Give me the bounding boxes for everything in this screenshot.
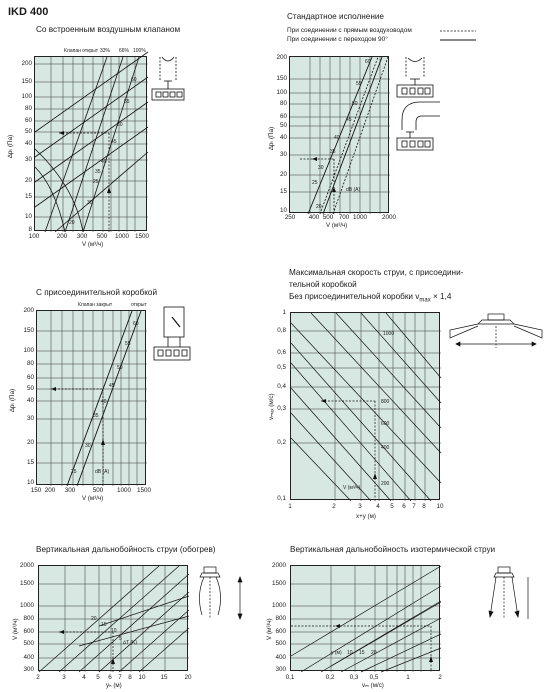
p2-ytick: 15 — [279, 188, 287, 195]
p2-ytick: 30 — [279, 151, 287, 158]
p4-ytick: 0,5 — [277, 364, 286, 371]
p6-xtick: 1 — [406, 674, 410, 681]
p4-ytick: 0,2 — [277, 439, 286, 446]
diffuser-bend-duct-icon — [394, 100, 442, 155]
p5-xtick: 6 — [108, 674, 112, 681]
p2-ylabel: ∆pₜ (Па) — [268, 126, 275, 150]
p1-ytick: 20 — [24, 177, 32, 184]
p4-xtick: 5 — [390, 503, 394, 510]
p5-delta-20: 20 — [91, 616, 97, 622]
panel3-title: С присоединительной коробкой — [36, 288, 158, 297]
p1-curve-60: 60 — [131, 77, 137, 83]
panel3-grid — [37, 311, 147, 486]
p6-ytick: 800 — [275, 615, 286, 622]
p2-ytick: 200 — [276, 54, 287, 61]
panel4-title-line2: тельной коробкой — [289, 280, 357, 289]
panel1-valve-100: 100% — [133, 48, 146, 54]
p3-curve-30: 30 — [85, 443, 91, 449]
panel6-title: Вертикальная дальнобойность изотермической струи — [290, 545, 496, 554]
p6-xlabel: vₘ (м/с) — [362, 682, 384, 689]
p6-range-label: y (м) — [331, 650, 342, 656]
p5-xtick: 5 — [96, 674, 100, 681]
panel4-title-line3 — [289, 292, 451, 304]
p1-ytick: 15 — [24, 193, 32, 200]
panel1-chart — [34, 56, 147, 231]
p4-xtick: 10 — [436, 503, 444, 510]
p1-ytick: 40 — [24, 140, 32, 147]
p3-ytick: 50 — [26, 385, 34, 392]
p1-curve-45: 45 — [111, 139, 117, 145]
panel2-legend-bend: При соединении с переходом 90° — [287, 36, 388, 43]
p4-flow-800: 800 — [381, 399, 390, 405]
p2-xtick: 250 — [284, 214, 296, 221]
p4-flow-200: 200 — [381, 481, 390, 487]
p4-ylabel: vₘₐₓ (м/с) — [268, 393, 275, 420]
panel6-grid — [291, 566, 441, 672]
p2-curve-20: 20 — [316, 204, 322, 210]
p4-flow-1000: 1000 — [383, 331, 395, 337]
p2-xtick: 1000 — [352, 214, 367, 221]
p5-ytick: 600 — [23, 628, 34, 635]
p4-ytick: 0,4 — [277, 383, 286, 390]
p5-delta-15: 15 — [101, 622, 107, 628]
p6-range-15: 15 — [359, 650, 365, 656]
p2-curve-35: 35 — [330, 149, 336, 155]
p3-dba-marker: dB (A) — [95, 469, 110, 475]
panel4-grid — [291, 313, 441, 501]
p6-range-20: 20 — [371, 650, 377, 656]
p3-ytick: 20 — [26, 439, 34, 446]
p4-flow-label: V (м³/ч) — [343, 485, 361, 491]
p3-xlabel: V (м³/ч) — [82, 495, 104, 502]
p1-curve-40: 40 — [101, 159, 107, 165]
p3-xtick: 500 — [92, 487, 104, 494]
p3-ylabel: ∆pₜ (Па) — [9, 388, 16, 412]
vertical-isothermal-throw-sketch — [488, 565, 540, 625]
p3-ytick: 150 — [23, 327, 34, 334]
p3-ytick: 80 — [26, 360, 34, 367]
diffuser-with-valve-icon — [150, 55, 186, 105]
p5-xtick: 10 — [138, 674, 146, 681]
p1-ylabel: ∆pₜ (Па) — [7, 134, 14, 158]
p1-xtick: 200 — [56, 233, 68, 240]
p4-xlabel: x+y (м) — [356, 513, 376, 520]
panel4-title-line1: Максимальная скорость струи, с присоедини- — [289, 268, 464, 277]
p4-xtick: 7 — [412, 503, 416, 510]
p4-ytick: 0,8 — [277, 327, 286, 334]
p3-curve-55: 55 — [125, 341, 131, 347]
p4-xtick: 1 — [288, 503, 292, 510]
p4-flow-400: 400 — [381, 445, 390, 451]
p1-ytick: 80 — [24, 105, 32, 112]
p1-ytick: 100 — [21, 93, 32, 100]
p3-ytick: 10 — [26, 479, 34, 486]
p2-ytick: 20 — [279, 171, 287, 178]
p3-ytick: 30 — [26, 415, 34, 422]
p2-curve-55: 55 — [356, 81, 362, 87]
p2-curve-50: 50 — [352, 101, 358, 107]
p1-curve-55: 55 — [124, 99, 130, 105]
p3-xtick: 300 — [64, 487, 76, 494]
panel5-chart — [38, 565, 188, 671]
panel5-grid — [39, 566, 189, 672]
p6-range-10: 10 — [347, 650, 353, 656]
p2-xtick: 700 — [338, 214, 350, 221]
panel6-chart — [290, 565, 440, 671]
p6-ytick: 2000 — [271, 562, 286, 569]
p4-flow-600: 600 — [381, 421, 390, 427]
p2-ytick: 80 — [279, 100, 287, 107]
panel2-grid — [290, 57, 390, 214]
p4-xtick: 8 — [422, 503, 426, 510]
p2-curve-60: 60 — [365, 59, 371, 65]
p2-ytick: 100 — [276, 89, 287, 96]
p4-xtick: 3 — [358, 503, 362, 510]
legend-lines — [440, 28, 480, 42]
p5-xlabel: yₕ (м) — [106, 682, 122, 689]
p1-curve-30: 30 — [87, 200, 93, 206]
p5-ytick: 500 — [23, 640, 34, 647]
p1-ytick: 50 — [24, 128, 32, 135]
p2-xtick: 500 — [322, 214, 334, 221]
p2-curve-25: 25 — [312, 180, 318, 186]
p3-curve-40: 40 — [101, 399, 107, 405]
panel3-chart — [36, 310, 146, 485]
panel4-title3: Без присоединительной коробки v — [289, 292, 420, 301]
p2-ytick: 40 — [279, 134, 287, 141]
p3-ytick: 200 — [23, 307, 34, 314]
p6-xtick: 2 — [438, 674, 442, 681]
p2-ytick: 10 — [279, 207, 287, 214]
panel4-title3-tail: × 1,4 — [430, 292, 452, 301]
p1-ytick: 200 — [21, 60, 32, 67]
p1-curve-35: 35 — [95, 169, 101, 175]
p2-xtick: 400 — [308, 214, 320, 221]
p5-delta-label: ∆T (K) — [123, 640, 138, 646]
p4-ytick: 0,1 — [277, 495, 286, 502]
p1-xtick: 500 — [96, 233, 108, 240]
p3-xtick: 150 — [30, 487, 42, 494]
panel3-valve-open: открыт — [131, 302, 147, 308]
p5-ytick: 1000 — [19, 602, 34, 609]
diffuser-straight-duct-icon — [394, 55, 436, 101]
p1-ytick: 8 — [28, 226, 32, 233]
p3-xtick: 1000 — [116, 487, 131, 494]
p5-ylabel: V (м³/ч) — [12, 618, 19, 640]
p2-dba-marker: dB (A) — [346, 187, 361, 193]
p6-xtick: 0,1 — [285, 674, 295, 681]
p5-xtick: 3 — [62, 674, 66, 681]
p3-ytick: 100 — [23, 347, 34, 354]
panel4-chart — [290, 312, 440, 500]
panel2-chart — [289, 56, 389, 213]
p2-curve-45: 45 — [346, 117, 352, 123]
p6-ytick: 400 — [275, 654, 286, 661]
p6-xtick: 0,5 — [369, 674, 379, 681]
panel3-valve-closed: Клапан закрыт — [78, 302, 113, 308]
p1-ytick: 30 — [24, 156, 32, 163]
p6-ytick: 500 — [275, 640, 286, 647]
panel2-legend-straight: При соединении с прямым воздуховодом — [287, 27, 412, 34]
p2-ytick: 150 — [276, 75, 287, 82]
panel5-title: Вертикальная дальнобойность струи (обогрев) — [36, 545, 216, 554]
p1-xtick: 100 — [28, 233, 40, 240]
p2-xlabel: V (м³/ч) — [326, 222, 348, 229]
p6-ytick: 1500 — [271, 580, 286, 587]
p4-ytick: 0,6 — [277, 349, 286, 356]
p2-ytick: 60 — [279, 113, 287, 120]
p5-xtick: 2 — [36, 674, 40, 681]
panel1-valve-66: 66% — [119, 48, 130, 54]
p3-curve-50: 50 — [117, 365, 123, 371]
p3-ytick: 40 — [26, 397, 34, 404]
p1-xtick: 1000 — [114, 233, 129, 240]
p1-curve-50: 50 — [117, 122, 123, 128]
model-title: IKD 400 — [8, 6, 49, 18]
p5-ytick: 300 — [23, 666, 34, 673]
horizontal-throw-sketch — [448, 312, 544, 352]
p1-ytick: 150 — [21, 78, 32, 85]
p1-ytick: 10 — [24, 213, 32, 220]
p1-curve-20: 20 — [69, 220, 75, 226]
p1-xlabel: V (м³/ч) — [82, 241, 104, 248]
p5-xtick: 15 — [160, 674, 168, 681]
p2-curve-40: 40 — [334, 135, 340, 141]
p5-delta-10: 10 — [111, 628, 117, 634]
vertical-heating-throw-sketch — [196, 565, 248, 625]
p4-xtick: 4 — [376, 503, 380, 510]
p5-xtick: 20 — [184, 674, 192, 681]
p1-curve-25: 25 — [93, 179, 99, 185]
p6-ytick: 1000 — [271, 602, 286, 609]
p3-xtick: 1500 — [136, 487, 151, 494]
panel1-valve-33: 33% — [100, 48, 111, 54]
p4-xtick: 6 — [402, 503, 406, 510]
p4-xtick: 2 — [332, 503, 336, 510]
diffuser-plenum-icon — [152, 305, 192, 365]
p4-ytick: 0,3 — [277, 405, 286, 412]
p3-curve-60: 60 — [133, 321, 139, 327]
p1-xtick: 1500 — [134, 233, 149, 240]
panel2-title: Стандартное исполнение — [287, 12, 384, 21]
p3-ytick: 60 — [26, 374, 34, 381]
p6-ytick: 300 — [275, 666, 286, 673]
p5-xtick: 4 — [82, 674, 86, 681]
p5-delta-5: 5 — [119, 636, 122, 642]
p4-ytick: 1 — [282, 309, 286, 316]
p6-xtick: 0,3 — [349, 674, 359, 681]
p2-ytick: 50 — [279, 122, 287, 129]
p3-curve-45: 45 — [109, 383, 115, 389]
p1-ytick: 60 — [24, 117, 32, 124]
p2-xtick: 2000 — [381, 214, 396, 221]
p5-xtick: 8 — [128, 674, 132, 681]
p1-xtick: 300 — [76, 233, 88, 240]
p3-ytick: 15 — [26, 459, 34, 466]
p5-ytick: 2000 — [19, 562, 34, 569]
p3-xtick: 200 — [44, 487, 56, 494]
p5-ytick: 1500 — [19, 580, 34, 587]
p6-xtick: 0,2 — [325, 674, 335, 681]
p3-curve-25: 25 — [71, 469, 77, 475]
p3-curve-35: 35 — [93, 413, 99, 419]
p6-ytick: 600 — [275, 628, 286, 635]
panel1-title: Со встроенным воздушным клапаном — [36, 25, 181, 34]
p5-ytick: 400 — [23, 654, 34, 661]
p5-ytick: 800 — [23, 615, 34, 622]
p2-curve-30: 30 — [318, 165, 324, 171]
panel4-title3-sub: max — [419, 297, 431, 304]
p6-ylabel: V (м³/ч) — [266, 618, 273, 640]
panel1-valve-label: Клапан открыт — [64, 48, 99, 54]
p5-xtick: 7 — [118, 674, 122, 681]
